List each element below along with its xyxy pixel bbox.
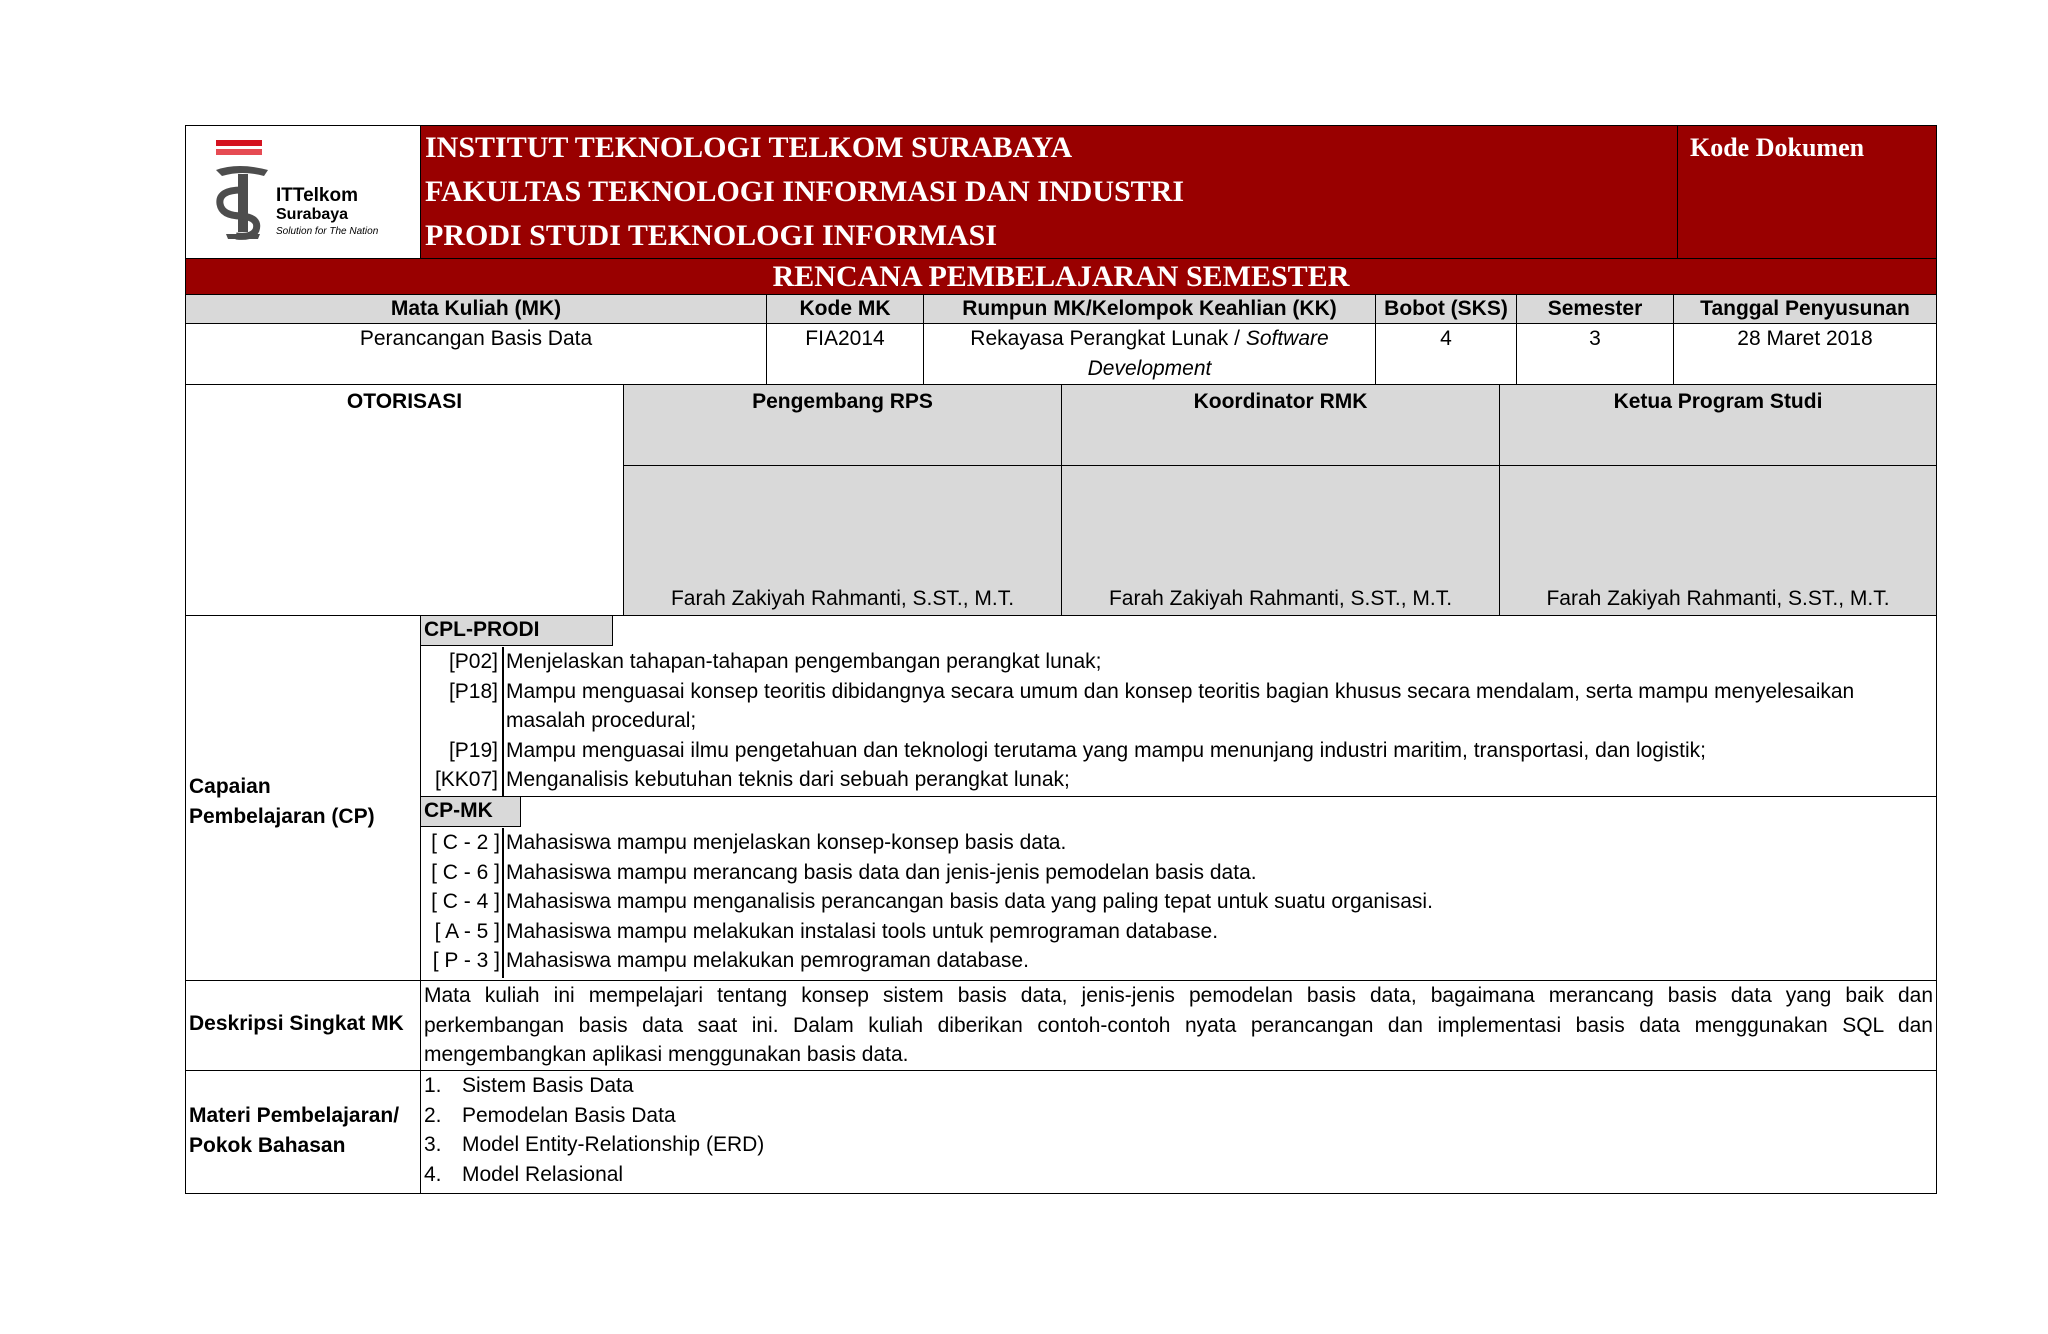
cpl-text: Mampu menguasai konsep teoritis dibidangnya secara umum dan konsep teoritis bagian khusus secara mendalam, serta mampu menyelesaikan — [506, 679, 1855, 703]
cp-label-1: Capaian — [189, 775, 271, 798]
cp-label-2: Pembelajaran (CP) — [189, 805, 375, 828]
cpl-text: Menganalisis kebutuhan teknis dari sebuah perangkat lunak; — [506, 768, 1070, 792]
logo-mark-icon — [208, 160, 278, 240]
deskripsi-label: Deskripsi Singkat MK — [189, 1012, 404, 1035]
materi-item: Model Relasional — [462, 1162, 624, 1186]
document-title-bar — [185, 258, 1937, 295]
cpl-code: [P19] — [448, 738, 498, 762]
role-pengembang: Pengembang RPS — [623, 384, 1062, 466]
role-koordinator: Koordinator RMK — [1061, 384, 1500, 466]
rumpun-italic: Software — [1245, 327, 1329, 350]
rumpun-text: Rekayasa Perangkat Lunak / — [970, 327, 1246, 350]
cpmk-code: [ C - 2 ] — [431, 831, 500, 854]
cpmk-code: [ C - 6 ] — [431, 860, 500, 884]
signature-box-ketua — [1499, 465, 1937, 616]
materi-label-1: Materi Pembelajaran/ — [189, 1104, 400, 1127]
signer-pengembang: Farah Zakiyah Rahmanti, S.ST., M.T. — [670, 587, 1015, 610]
cpl-text: Mampu menguasai ilmu pengetahuan dan teknologi terutama yang mampu menunjang industri maritim, transportasi, dan logistik; — [506, 738, 1706, 762]
cpmk-code: [ A - 5 ] — [434, 919, 500, 943]
signer-koordinator: Farah Zakiyah Rahmanti, S.ST., M.T. — [1108, 587, 1453, 610]
th-mata-kuliah: Mata Kuliah (MK) — [185, 294, 767, 324]
institution-logo — [208, 140, 408, 246]
td-semester: 3 — [1516, 323, 1674, 385]
materi-num: 2. — [424, 1103, 442, 1127]
td-bobot: 4 — [1375, 323, 1517, 385]
cpl-code: [P18] — [448, 679, 498, 703]
deskripsi-cell — [420, 980, 1937, 1071]
signature-box-koordinator — [1061, 465, 1500, 616]
signer-ketua: Farah Zakiyah Rahmanti, S.ST., M.T. — [1546, 587, 1890, 610]
cpl-code: [KK07] — [434, 768, 498, 792]
materi-cell — [420, 1070, 1937, 1194]
cpmk-text: Mahasiswa mampu melakukan instalasi tools untuk pemrograman database. — [506, 919, 1219, 943]
logo-tagline: Solution for The Nation — [276, 226, 379, 237]
materi-item: Model Entity-Relationship (ERD) — [462, 1133, 765, 1157]
logo-flag-stripe — [216, 140, 262, 146]
prodi-name: PRODI STUDI TEKNOLOGI INFORMASI — [425, 219, 998, 252]
logo-city: Surabaya — [276, 206, 349, 223]
td-mata-kuliah: Perancangan Basis Data — [185, 323, 767, 385]
doc-code-label: Kode Dokumen — [1690, 133, 1865, 162]
materi-num: 1. — [424, 1074, 442, 1097]
logo-cell — [185, 125, 421, 259]
cpmk-code-divider — [502, 828, 504, 978]
th-rumpun: Rumpun MK/Kelompok Keahlian (KK) — [923, 294, 1376, 324]
institution-header — [420, 125, 1678, 259]
otorisasi-label: OTORISASI — [185, 384, 624, 616]
doc-code-cell — [1677, 125, 1937, 259]
cpmk-text: Mahasiswa mampu melakukan pemrograman database. — [506, 949, 1029, 973]
td-rumpun — [923, 323, 1376, 385]
cpmk-text: Mahasiswa mampu menjelaskan konsep-konsep basis data. — [506, 831, 1067, 854]
cpmk-code: [ P - 3 ] — [432, 949, 500, 973]
cp-mk-title: CP-MK — [420, 796, 521, 827]
signature-box-pengembang — [623, 465, 1062, 616]
th-bobot: Bobot (SKS) — [1375, 294, 1517, 324]
materi-item: Sistem Basis Data — [462, 1074, 634, 1097]
cp-label-cell — [185, 615, 421, 981]
materi-item: Pemodelan Basis Data — [462, 1103, 676, 1127]
td-tanggal: 28 Maret 2018 — [1673, 323, 1937, 385]
rumpun-italic-2: Development — [1087, 357, 1212, 380]
cpl-text: Menjelaskan tahapan-tahapan pengembangan perangkat lunak; — [506, 650, 1102, 673]
document-title: RENCANA PEMBELAJARAN SEMESTER — [772, 260, 1350, 293]
deskripsi-label-cell — [185, 980, 421, 1071]
materi-label-cell — [185, 1070, 421, 1194]
materi-num: 3. — [424, 1133, 442, 1157]
deskripsi-line: Mata kuliah ini mempelajari tentang konsep sistem basis data, jenis-jenis pemodelan basis data, bagaimana merancang basis data yang baik dan — [424, 984, 1933, 1007]
materi-label-2: Pokok Bahasan — [189, 1134, 346, 1157]
cpl-text-continued: masalah procedural; — [506, 709, 697, 733]
logo-flag-stripe — [216, 149, 262, 155]
logo-name: ITTelkom — [276, 185, 358, 206]
th-kode-mk: Kode MK — [766, 294, 924, 324]
role-ketua: Ketua Program Studi — [1499, 384, 1937, 466]
cpl-code-divider — [502, 647, 504, 797]
cpmk-text: Mahasiswa mampu menganalisis perancangan basis data yang paling tepat untuk suatu organisasi. — [506, 890, 1433, 914]
th-semester: Semester — [1516, 294, 1674, 324]
cpmk-text: Mahasiswa mampu merancang basis data dan jenis-jenis pemodelan basis data. — [506, 860, 1257, 884]
cpl-prodi-title: CPL-PRODI — [420, 615, 613, 646]
faculty-name: FAKULTAS TEKNOLOGI INFORMASI DAN INDUSTRI — [425, 175, 1185, 208]
td-kode-mk: FIA2014 — [766, 323, 924, 385]
deskripsi-line: perkembangan basis data saat ini. Dalam kuliah diberikan contoh-contoh nyata perancangan dan implementasi basis data menggunakan SQL dan — [424, 1013, 1933, 1037]
institution-name: INSTITUT TEKNOLOGI TELKOM SURABAYA — [425, 131, 1073, 164]
cpmk-code: [ C - 4 ] — [431, 890, 500, 914]
materi-num: 4. — [424, 1162, 442, 1186]
cpl-code: [P02] — [448, 650, 498, 673]
deskripsi-line: mengembangkan aplikasi menggunakan basis data. — [424, 1043, 909, 1067]
th-tanggal: Tanggal Penyusunan — [1673, 294, 1937, 324]
